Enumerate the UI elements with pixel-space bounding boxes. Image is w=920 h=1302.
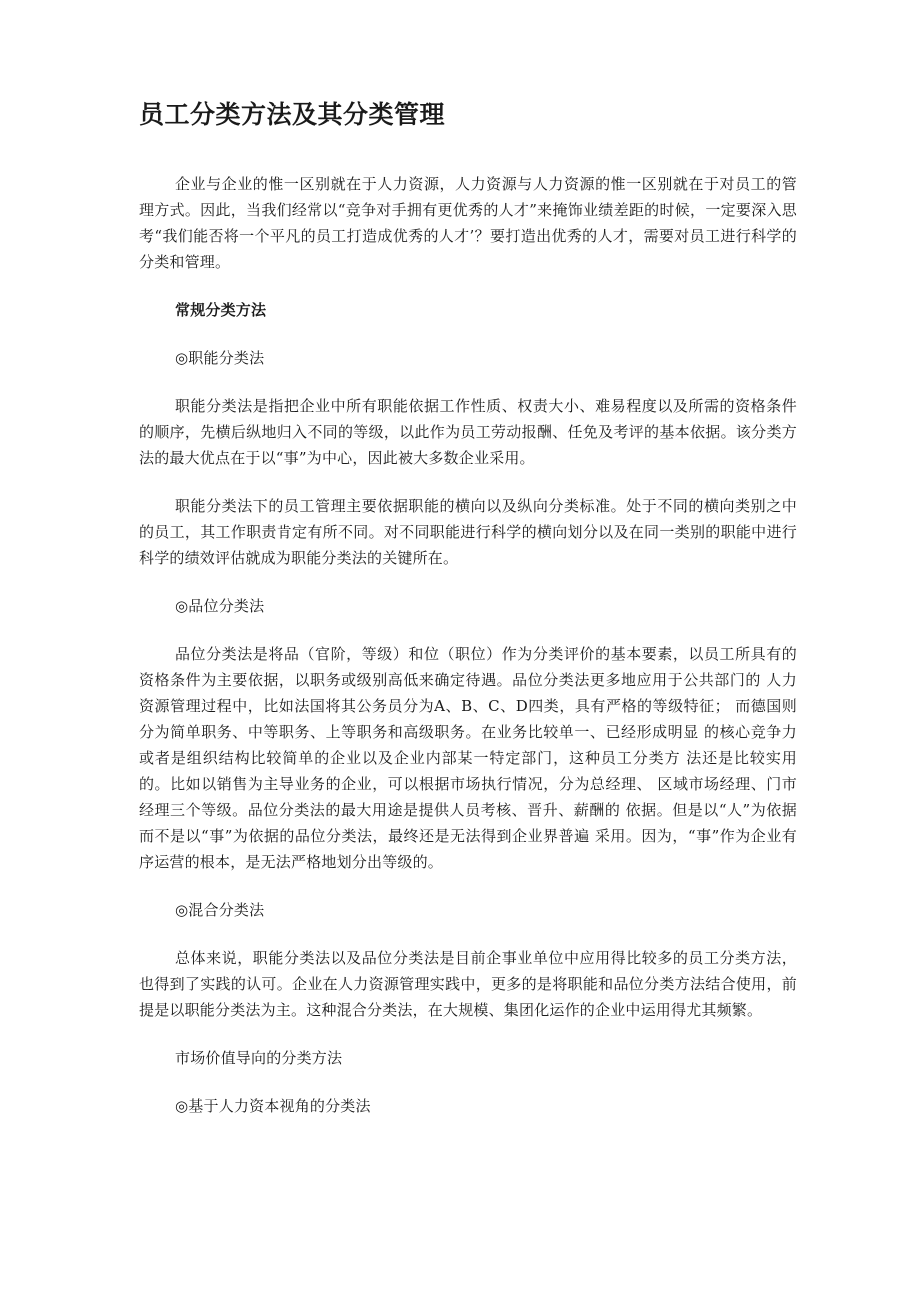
functional-paragraph-2: 职能分类法下的员工管理主要依据职能的横向以及纵向分类标准。处于不同的横向类别之中的员工，其工作职责肯定有所不同。对不同职能进行科学的横向划分以及在同一类别的职能中进行科学的绩效评估就成为职能分类法的关键所在。	[139, 497, 797, 567]
hybrid-paragraph: 总体来说，职能分类法以及品位分类法是目前企事业单位中应用得比较多的员工分类方法，也得到了实践的认可。企业在人力资源管理实践中，更多的是将职能和品位分类方法结合使用，前提是以职能分类法为主。这种混合分类法，在大规模、集团化运作的企业中运用得尤其频繁。	[139, 949, 797, 1019]
document-page	[139, 95, 797, 1141]
intro-paragraph: 企业与企业的惟一区别就在于人力资源，人力资源与人力资源的惟一区别就在于对员工的管理方式。因此，当我们经常以“竞争对手拥有更优秀的人才”来掩饰业绩差距的时候，一定要深入思考“我们能否将一个平凡的员工打造成优秀的人才’？要打造出优秀的人才，需要对员工进行科学的分类和管理。	[139, 175, 797, 271]
rank-paragraph: 品位分类法是将品（官阶，等级）和位（职位）作为分类评价的基本要素，以员工所具有的 资格条件为主要依据，以职务或级别高低来确定待遇。品位分类法更多地应用于公共部门的 人力资源管理过程中，比如法国将其公务员分为A、B、C、D四类，具有严格的等级特征； 而德国则分为简单职务、中等职务、上等职务和高级职务。在业务比较单一、已经形成明显 的核心竞争力或者是组织结构比较简单的企业以及企业内部某一特定部门，这种员工分类方 法还是比较实用的。比如以销售为主导业务的企业，可以根据市场执行情况，分为总经理、 区域市场经理、门市经理三个等级。品位分类法的最大用途是提供人员考核、晋升、薪酬的 依据。但是以“人”为依据而不是以“事”为依据的品位分类法，最终还是无法得到企业界普遍 采用。因为，“事”作为企业有序运营的根本，是无法严格地划分出等级的。	[139, 645, 797, 871]
subheading-hybrid: ◎混合分类法	[175, 901, 265, 919]
subheading-functional: ◎职能分类法	[175, 349, 265, 367]
functional-paragraph-1: 职能分类法是指把企业中所有职能依据工作性质、权责大小、难易程度以及所需的资格条件的顺序，先横后纵地归入不同的等级，以此作为员工劳动报酬、任免及考评的基本依据。该分类方法的最大优点在于以“事”为中心，因此被大多数企业采用。	[139, 397, 797, 467]
document-title: 员工分类方法及其分类管理	[139, 100, 446, 129]
section-heading-market-value: 市场价值导向的分类方法	[175, 1049, 343, 1067]
subheading-rank: ◎品位分类法	[175, 597, 265, 615]
section-heading-conventional: 常规分类方法	[175, 301, 267, 319]
subheading-human-capital: ◎基于人力资本视角的分类法	[175, 1097, 371, 1115]
